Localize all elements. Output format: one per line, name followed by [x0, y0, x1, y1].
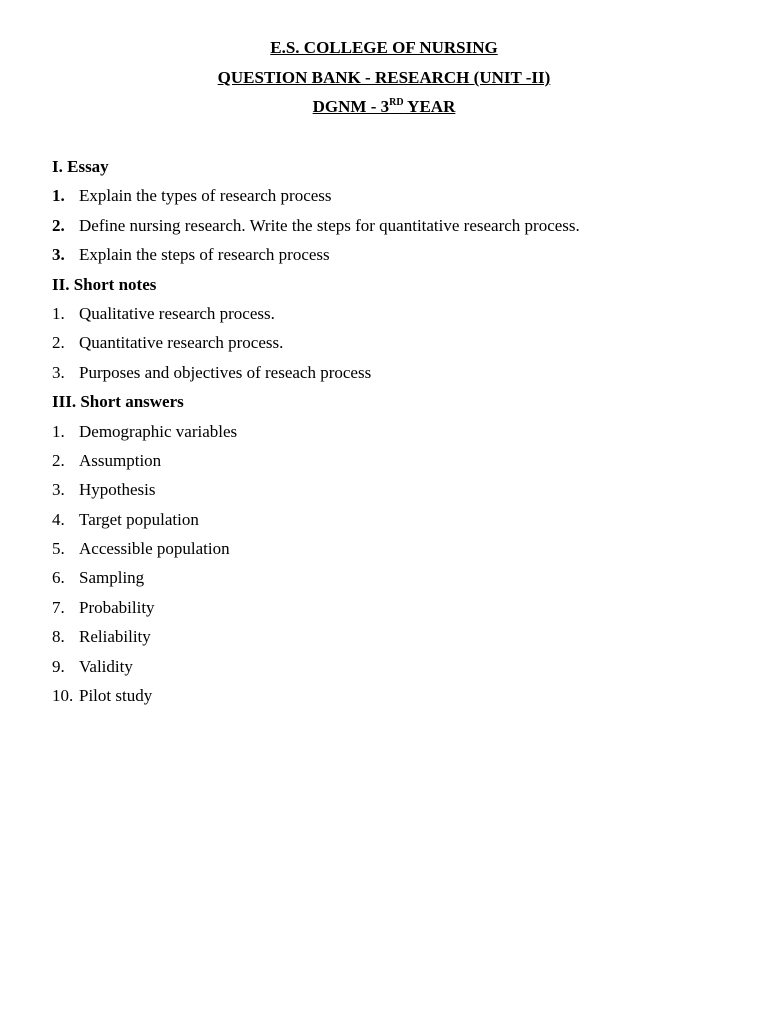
question-number: 10.: [52, 686, 74, 706]
question-text: Sampling: [79, 568, 145, 588]
question-item: [52, 478, 732, 507]
question-item: [52, 596, 732, 625]
question-text: Explain the types of research process: [79, 186, 332, 206]
question-number: 1.: [52, 303, 65, 323]
question-number: 1.: [52, 186, 65, 206]
question-number: 6.: [52, 568, 65, 588]
question-text: Pilot study: [79, 686, 153, 706]
question-item: [52, 420, 732, 449]
question-bank-title: QUESTION BANK - RESEARCH (UNIT -II): [217, 68, 551, 87]
section-title: III. Short answers: [52, 392, 184, 412]
question-text: Demographic variables: [79, 421, 238, 441]
question-item: [52, 243, 732, 272]
college-name: E.S. COLLEGE OF NURSING: [270, 38, 498, 57]
question-item: [52, 684, 732, 713]
question-text: Hypothesis: [79, 480, 156, 500]
question-number: 2.: [52, 450, 65, 470]
question-number: 9.: [52, 656, 65, 676]
question-text: Probability: [79, 597, 155, 617]
question-item: [52, 508, 732, 537]
question-number: 8.: [52, 627, 65, 647]
section-title: II. Short notes: [52, 274, 157, 294]
course-superscript: RD: [389, 97, 404, 108]
question-number: 1.: [52, 421, 65, 441]
question-text: Target population: [79, 509, 199, 529]
question-number: 7.: [52, 597, 65, 617]
course-suffix: YEAR: [403, 97, 456, 116]
question-text: Qualitative research process.: [79, 303, 275, 323]
question-number: 5.: [52, 539, 65, 559]
question-item: [52, 214, 732, 243]
question-text: Accessible population: [79, 539, 230, 559]
question-text: Validity: [79, 656, 133, 676]
question-item: [52, 361, 732, 390]
question-item: [52, 537, 732, 566]
question-number: 2.: [52, 215, 65, 235]
question-number: 4.: [52, 509, 65, 529]
question-item: [52, 655, 732, 684]
question-number: 3.: [52, 480, 65, 500]
course-year: [0, 97, 768, 117]
question-list: [52, 155, 732, 713]
question-text: Quantitative research process.: [79, 333, 284, 353]
question-text: Define nursing research. Write the steps for quantitative research process.: [79, 215, 580, 235]
question-item: [52, 331, 732, 360]
question-number: 3.: [52, 245, 65, 265]
question-number: 3.: [52, 362, 65, 382]
question-item: [52, 625, 732, 654]
question-text: Assumption: [79, 450, 162, 470]
question-item: [52, 302, 732, 331]
question-text: Reliability: [79, 627, 151, 647]
section-title: I. Essay: [52, 157, 109, 176]
course-prefix: DGNM - 3: [312, 97, 390, 116]
question-text: Purposes and objectives of reseach process: [79, 362, 372, 382]
question-item: [52, 566, 732, 595]
question-text: Explain the steps of research process: [79, 245, 330, 265]
question-item: [52, 449, 732, 478]
question-item: [52, 184, 732, 213]
question-number: 2.: [52, 333, 65, 353]
